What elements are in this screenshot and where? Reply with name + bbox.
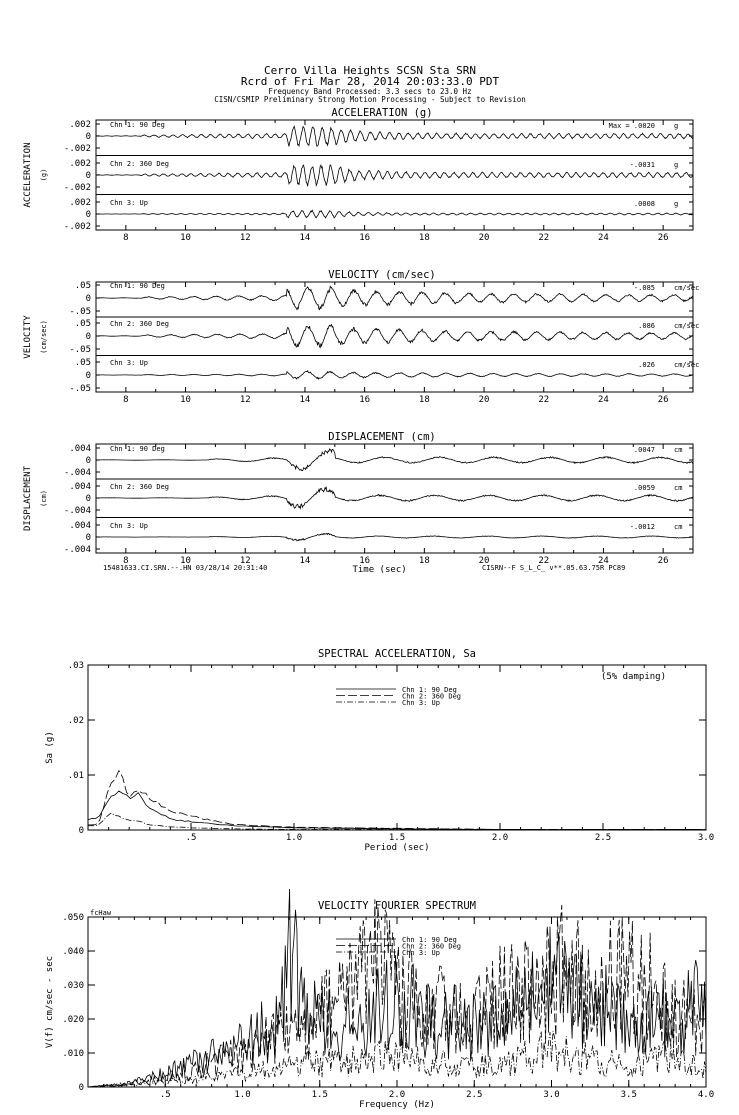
chart-annotation: (5% damping) (600, 672, 666, 682)
x-tick-label: 1.0 (234, 1090, 251, 1100)
y-tick-label: .004 (69, 521, 91, 531)
y-tick-label: 0 (85, 294, 91, 304)
time-panel-0 (23, 107, 693, 243)
x-tick-label: 26 (657, 556, 669, 566)
y-tick-label: .050 (62, 913, 84, 923)
y-axis-label: Sa (g) (45, 731, 55, 764)
x-tick-label: 22 (538, 233, 550, 243)
x-tick-label: 16 (359, 395, 371, 405)
x-tick-label: 12 (239, 556, 251, 566)
x-tick-label: 24 (598, 233, 609, 243)
x-tick-label: 10 (180, 395, 191, 405)
y-tick-label: -.05 (69, 384, 91, 394)
x-tick-label: 12 (239, 233, 251, 243)
channel-label: Chn 3: Up (110, 522, 148, 530)
channel-label: Chn 2: 360 Deg (110, 160, 170, 168)
channel-peak: .0008 (633, 200, 655, 208)
channel-trace (96, 286, 693, 309)
x-tick-label: 16 (359, 556, 371, 566)
time-panel-2 (23, 431, 693, 575)
legend-label: Chn 1: 90 Deg (402, 936, 457, 944)
x-tick-label: 2.5 (466, 1090, 483, 1100)
channel-peak-unit: cm/sec (674, 361, 700, 369)
channel-peak-unit: cm (674, 523, 683, 531)
y-tick-label: 0 (85, 456, 91, 466)
x-tick-label: 1.5 (388, 833, 406, 843)
x-tick-label: 4.0 (697, 1090, 715, 1100)
channel-trace (96, 487, 693, 509)
y-tick-label: .020 (62, 1015, 84, 1025)
x-tick-label: 18 (418, 556, 430, 566)
x-tick-label: .5 (185, 833, 197, 843)
header-record: Rcrd of Fri Mar 28, 2014 20:03:33.0 PDT (240, 75, 500, 88)
channel-label: Chn 3: Up (110, 359, 148, 367)
footer-left: 15481633.CI.SRN.--.HN 03/28/14 20:31:40 (103, 564, 268, 572)
y-tick-label: .002 (69, 159, 91, 169)
x-tick-label: 20 (478, 233, 490, 243)
x-tick-label: 22 (538, 395, 550, 405)
header-band: Frequency Band Processed: 3.3 secs to 23.0 Hz (268, 87, 472, 96)
footer-right: CISRN--F S_L_C_ v**.05.63.75R PC89 (482, 564, 626, 572)
panel-units: (cm) (40, 490, 48, 507)
panel-title: VELOCITY (cm/sec) (328, 269, 436, 281)
y-axis-label: V(f) cm/sec - sec (45, 955, 55, 1049)
channel-peak-unit: g (674, 161, 679, 169)
x-tick-label: 3.0 (697, 833, 715, 843)
plot-frame (88, 665, 706, 830)
x-tick-label: 3.0 (543, 1090, 560, 1100)
channel-trace (96, 210, 693, 218)
channel-peak: .086 (638, 322, 655, 330)
header-note: CISN/CSMIP Preliminary Strong Motion Processing - Subject to Revision (214, 95, 526, 104)
channel-label: Chn 1: 90 Deg (110, 445, 165, 453)
channel-trace (96, 165, 693, 186)
x-tick-label: 22 (538, 556, 550, 566)
x-tick-label: 16 (359, 233, 371, 243)
x-tick-label: 14 (299, 395, 311, 405)
y-tick-label: -.002 (63, 222, 91, 232)
y-tick-label: 0 (78, 826, 84, 836)
x-tick-label: 2.0 (388, 1090, 406, 1100)
x-tick-label: 14 (299, 233, 311, 243)
x-axis-label: Period (sec) (364, 843, 430, 853)
channel-peak-unit: cm (674, 484, 683, 492)
x-tick-label: 20 (478, 395, 490, 405)
series-line (88, 771, 706, 830)
y-tick-label: -.002 (63, 183, 91, 193)
corner-label: fcHaw (90, 909, 112, 917)
legend-label: Chn 3: Up (402, 949, 440, 957)
legend-label: Chn 1: 90 Deg (402, 686, 457, 694)
time-panel-1 (23, 269, 699, 405)
panel-ylabel: ACCELERATION (23, 142, 33, 208)
x-tick-label: 14 (299, 556, 311, 566)
y-tick-label: .002 (69, 198, 91, 208)
channel-label: Chn 1: 90 Deg (110, 282, 165, 290)
channel-trace (96, 449, 693, 471)
x-tick-label: 18 (418, 395, 430, 405)
y-tick-label: .03 (67, 661, 84, 671)
channel-peak-unit: cm/sec (674, 284, 700, 292)
chart-title: SPECTRAL ACCELERATION, Sa (317, 648, 477, 660)
y-tick-label: .030 (62, 981, 84, 991)
legend-label: Chn 3: Up (402, 699, 440, 707)
y-tick-label: -.05 (69, 345, 91, 355)
x-tick-label: 1.0 (285, 833, 303, 843)
y-tick-label: -.004 (63, 468, 91, 478)
x-tick-label: 10 (180, 556, 191, 566)
y-tick-label: 0 (85, 171, 91, 181)
channel-trace (96, 533, 693, 541)
header-station: Cerro Villa Heights SCSN Sta SRN (264, 64, 476, 77)
y-tick-label: -.004 (63, 545, 91, 555)
x-tick-label: 10 (180, 233, 191, 243)
channel-label: Chn 1: 90 Deg (110, 121, 165, 129)
channel-peak: .0047 (633, 446, 655, 454)
y-tick-label: .004 (69, 482, 91, 492)
x-axis-label: Frequency (Hz) (359, 1100, 435, 1110)
channel-peak-unit: cm/sec (674, 322, 700, 330)
panel-title: DISPLACEMENT (cm) (328, 431, 436, 443)
channel-label: Chn 3: Up (110, 199, 148, 207)
panel-ylabel: DISPLACEMENT (23, 465, 33, 532)
channel-trace (96, 371, 693, 379)
y-tick-label: .01 (67, 771, 84, 781)
x-tick-label: 26 (657, 395, 669, 405)
y-tick-label: 0 (85, 210, 91, 220)
panel-units: (cm/sec) (40, 320, 48, 354)
x-tick-label: 12 (239, 395, 251, 405)
channel-trace (96, 126, 693, 146)
y-tick-label: .05 (74, 319, 91, 329)
channel-peak-unit: g (674, 122, 679, 130)
y-tick-label: .02 (67, 716, 84, 726)
y-tick-label: .05 (74, 358, 91, 368)
y-tick-label: 0 (85, 533, 91, 543)
channel-label: Chn 2: 360 Deg (110, 320, 170, 328)
series-line (88, 1031, 706, 1087)
x-tick-label: 18 (418, 233, 430, 243)
channel-peak: -.085 (633, 284, 655, 292)
channel-trace (96, 325, 693, 348)
x-tick-label: 2.5 (594, 833, 612, 843)
panel-ylabel: VELOCITY (23, 315, 33, 359)
x-tick-label: 1.5 (311, 1090, 328, 1100)
x-tick-label: .5 (159, 1090, 171, 1100)
channel-peak-unit: cm (674, 446, 683, 454)
y-tick-label: .002 (69, 120, 91, 130)
panel-units: (g) (40, 168, 48, 182)
y-tick-label: .010 (62, 1049, 84, 1059)
channel-peak: .0059 (633, 484, 655, 492)
x-tick-label: 24 (598, 556, 609, 566)
channel-peak: -.0012 (629, 523, 655, 531)
legend-label: Chn 2: 360 Deg (402, 942, 462, 951)
x-tick-label: 8 (123, 556, 129, 566)
y-tick-label: 0 (85, 332, 91, 342)
y-tick-label: .05 (74, 281, 91, 291)
x-tick-label: 26 (657, 233, 669, 243)
y-tick-label: 0 (85, 132, 91, 142)
spectral-acceleration-chart (45, 648, 714, 853)
report-header (214, 64, 526, 104)
channel-peak: .026 (638, 361, 655, 369)
x-tick-label: 8 (123, 233, 129, 243)
channel-peak: Max = .0020 (608, 122, 655, 130)
y-tick-label: .004 (69, 444, 91, 454)
x-tick-label: 8 (123, 395, 129, 405)
y-tick-label: -.004 (63, 506, 91, 516)
legend-label: Chn 2: 360 Deg (402, 692, 462, 701)
x-axis-label: Time (sec) (352, 565, 407, 575)
time-history-panels (23, 107, 699, 575)
fourier-spectrum-chart (45, 889, 714, 1110)
y-tick-label: -.002 (63, 144, 91, 154)
y-tick-label: .040 (62, 947, 84, 957)
x-tick-label: 3.5 (620, 1090, 637, 1100)
chart-title: VELOCITY FOURIER SPECTRUM (317, 900, 477, 912)
y-tick-label: 0 (85, 494, 91, 504)
channel-peak: -.0031 (629, 161, 655, 169)
y-tick-label: 0 (85, 371, 91, 381)
panel-title: ACCELERATION (g) (331, 107, 433, 119)
x-tick-label: 20 (478, 556, 490, 566)
channel-peak-unit: g (674, 200, 679, 208)
x-tick-label: 24 (598, 395, 609, 405)
y-tick-label: -.05 (69, 307, 91, 317)
y-tick-label: 0 (78, 1083, 84, 1093)
x-tick-label: 2.0 (491, 833, 509, 843)
channel-label: Chn 2: 360 Deg (110, 483, 170, 491)
